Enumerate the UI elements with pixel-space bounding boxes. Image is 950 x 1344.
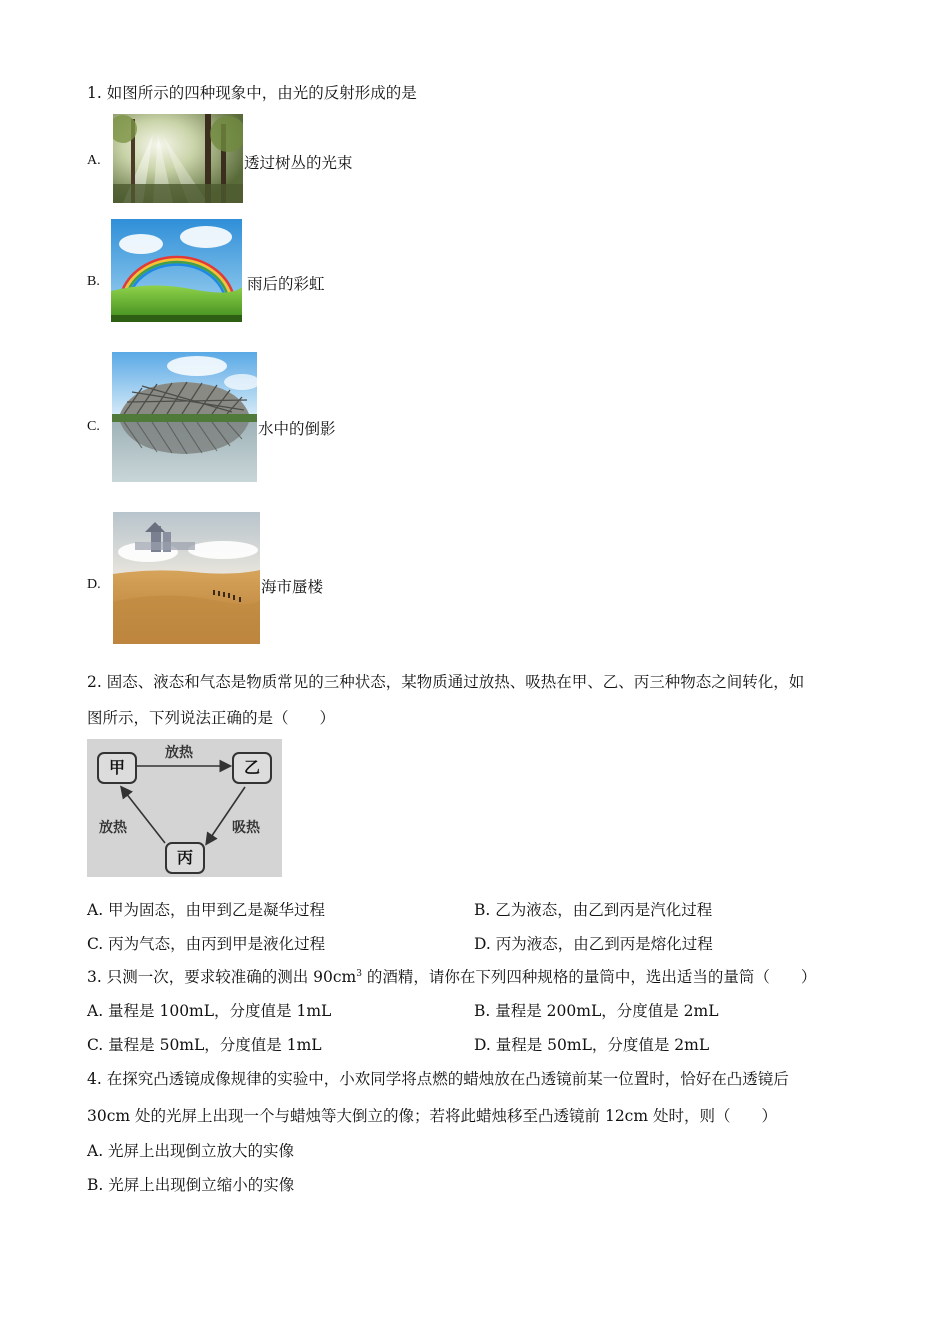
node-bing: 丙 [165,842,205,874]
forest-light-beams-image [113,114,243,203]
node-jia: 甲 [97,752,137,784]
q2-option-d: D. 丙为液态，由乙到丙是熔化过程 [474,935,713,953]
q1-option-d-text: 海市蜃楼 [261,578,324,596]
q3-stem-post: 的酒精，请你在下列四种规格的量筒中，选出适当的量筒（ ） [361,968,817,986]
q3-option-c: C. 量程是 50mL，分度值是 1mL [87,1036,322,1054]
q3-stem-pre: 3. 只测一次，要求较准确的测出 90cm [87,968,357,986]
q4-stem-line2: 30cm 处的光屏上出现一个与蜡烛等大倒立的像；若将此蜡烛移至凸透镜前 12cm 处时，则（ ） [87,1107,777,1125]
q2-stem-line2: 图所示，下列说法正确的是（ ） [87,709,336,727]
q1-option-d-letter: D. [87,577,101,592]
q3-option-d: D. 量程是 50mL，分度值是 2mL [474,1036,710,1054]
q2-option-c: C. 丙为气态，由丙到甲是液化过程 [87,935,326,953]
q2-stem-line1: 2. 固态、液态和气态是物质常见的三种状态，某物质通过放热、吸热在甲、乙、丙三种物态之间转化，如 [87,673,805,691]
q1-option-c-letter: C. [87,419,100,434]
rainbow-image [111,219,242,322]
q3-stem [87,965,816,987]
label-left-release-heat: 放热 [99,820,127,836]
q3-stem-sup: 3 [356,968,362,979]
label-top-release-heat: 放热 [165,745,193,761]
q1-option-b-text: 雨后的彩虹 [247,275,325,293]
q1-option-c-text: 水中的倒影 [258,420,336,438]
q1-stem: 1. 如图所示的四种现象中，由光的反射形成的是 [87,84,417,102]
q3-option-b: B. 量程是 200mL，分度值是 2mL [474,1002,719,1020]
q4-option-b: B. 光屏上出现倒立缩小的实像 [87,1176,295,1194]
q3-option-a: A. 量程是 100mL，分度值是 1mL [87,1002,332,1020]
q1-option-b-letter: B. [87,274,100,289]
q1-option-a-text: 透过树丛的光束 [244,154,353,172]
q2-option-b: B. 乙为液态，由乙到丙是汽化过程 [474,901,713,919]
state-change-diagram [87,739,282,877]
birds-nest-reflection-image [112,352,257,482]
label-right-absorb-heat: 吸热 [232,820,260,836]
q2-option-a: A. 甲为固态，由甲到乙是凝华过程 [87,901,326,919]
mirage-desert-image [113,512,260,644]
q4-option-a: A. 光屏上出现倒立放大的实像 [87,1142,295,1160]
node-yi: 乙 [232,752,272,784]
q4-stem-line1: 4. 在探究凸透镜成像规律的实验中，小欢同学将点燃的蜡烛放在凸透镜前某一位置时，恰好在凸透镜后 [87,1070,789,1088]
q1-option-a-letter: A. [87,153,101,168]
